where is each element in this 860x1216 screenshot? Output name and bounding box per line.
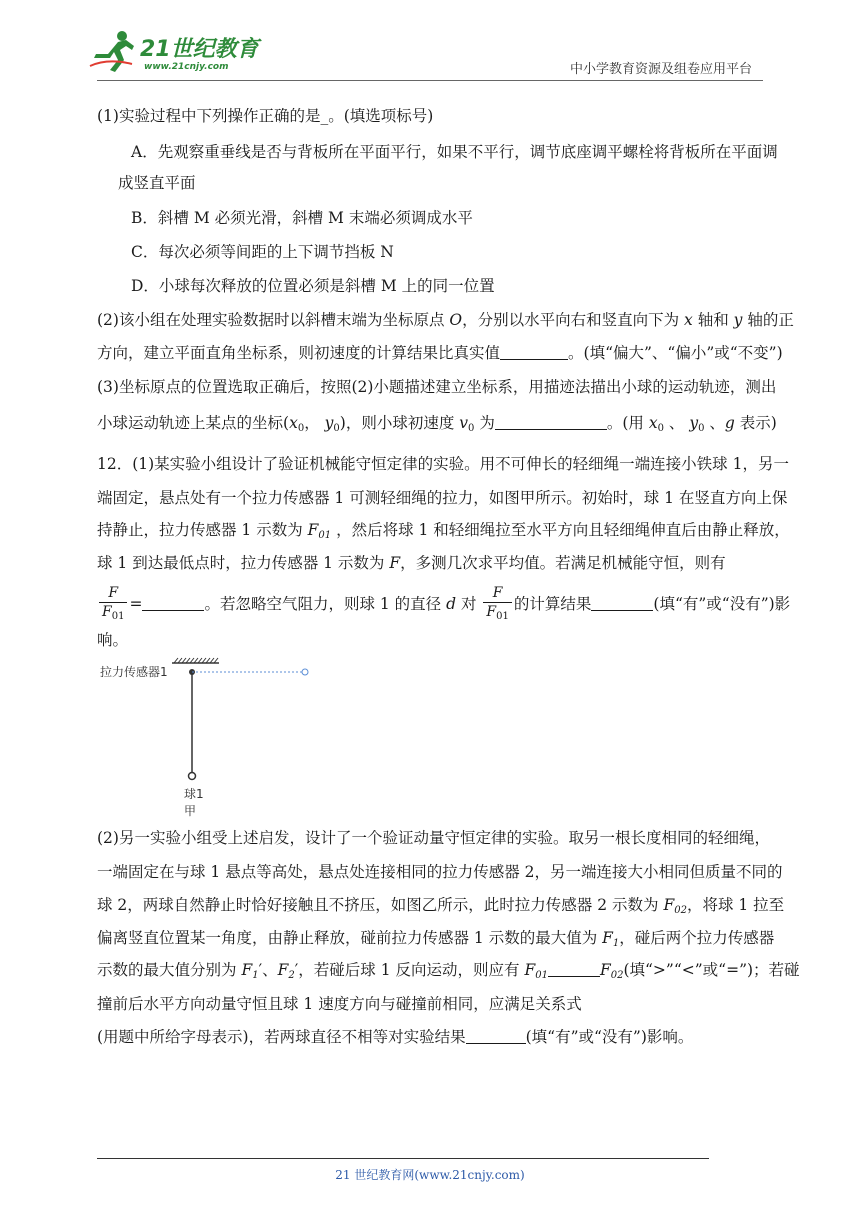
q12-line1: 12．(1)某实验小组设计了验证机械能守恒定律的实验。用不可伸长的轻细绳一端连接小铁球 1，另一 [97,455,789,473]
pendulum-diagram [97,655,337,825]
ratio-fraction: $\frac{F}{F_{01}}$ [99,584,127,626]
ball-label: 球1 [184,787,204,801]
q12-part2-line4: 偏离竖直位置某一角度，由静止释放，碰前拉力传感器 1 示数的最大值为 $F_1$，碰后两个拉力传感器 [97,929,775,949]
q11-part3-line1: (3)坐标原点的位置选取正确后，按照(2)小题描述建立坐标系，用描迹法描出小球的运动轨迹，测出 [97,378,777,396]
sensor-label: 拉力传感器1 [100,665,168,679]
figure-caption: 甲 [184,804,197,818]
q12-line4: 球 1 到达最低点时，拉力传感器 1 示数为 F，多测几次求平均值。若满足机械能守恒，则有 [97,554,726,572]
footer-source: 21 世纪教育网(www.21cnjy.com) [335,1168,525,1182]
q12-part2-line7: (用题中所给字母表示)，若两球直径不相等对实验结果 (填“有”或“没有”)影响。 [97,1028,694,1046]
answer-blank[interactable] [142,596,204,611]
q12-part2-line3: 球 2，两球自然静止时恰好接触且不挤压，如图乙所示，此时拉力传感器 2 示数为 $F_{02}$，将球 1 拉至 [97,896,785,916]
answer-blank[interactable] [466,1029,526,1044]
answer-blank[interactable] [591,596,653,611]
q12-part2-line5: 示数的最大值分别为 $F_1'$、$F_2'$，若碰后球 1 反向运动，则应有 $F_{01}$ $F_{02}$(填“>”“<”或“=”)；若碰 [97,961,800,981]
q12-line3: 持静止，拉力传感器 1 示数为 $F_{01}$ ，然后将球 1 和轻细绳拉至水平方向且轻细绳伸直后由静止释放， [97,521,790,541]
q12-part2-line1: (2)另一实验小组受上述启发，设计了一个验证动量守恒定律的实验。取另一根长度相同的轻细绳， [97,829,770,847]
q11-option-a-line1: A．先观察重垂线是否与背板所在平面平行，如果不平行，调节底座调平螺栓将背板所在平面调 [131,143,778,161]
runner-logo-icon [88,28,138,74]
platform-name: 中小学教育资源及组卷应用平台 [569,62,752,77]
q12-part2-line6: 撞前后水平方向动量守恒且球 1 速度方向与碰撞前相同，应满足关系式 [97,995,582,1013]
header-divider [97,80,763,81]
q12-line5: $\frac{F}{F_{01}}$ = 。若忽略空气阻力，则球 1 的直径 d 对 $\frac{F}{F_{01}}$ 的计算结果 (填“有”或“没有”)影 [97,584,790,626]
figure-jia [97,655,337,825]
page-header [0,0,860,82]
q11-part2-line1: (2)该小组在处理实验数据时以斜槽末端为坐标原点 O，分别以水平向右和竖直向下为 x 轴和 y 轴的正 [97,311,794,329]
logo-text: 21世纪教育 [140,37,259,62]
q11-option-b: B．斜槽 M 必须光滑，斜槽 M 末端必须调成水平 [131,209,473,227]
answer-blank[interactable] [548,962,600,977]
q11-part3-line2: 小球运动轨迹上某点的坐标($x_0$， $y_0$)，则小球初速度 $v_0$ 为 。(用 $x_0$ 、 $y_0$ 、g 表示) [97,414,777,434]
q11-option-d: D．小球每次释放的位置必须是斜槽 M 上的同一位置 [131,277,495,295]
q12-part2-line2: 一端固定在与球 1 悬点等高处，悬点处连接相同的拉力传感器 2，另一端连接大小相同但质量不同的 [97,863,783,881]
ratio-fraction: $\frac{F}{F_{01}}$ [483,584,511,626]
logo-url: www.21cnjy.com [144,62,229,72]
answer-blank[interactable] [500,345,568,360]
q11-option-c: C．每次必须等间距的上下调节挡板 N [131,243,394,261]
q12-line2: 端固定，悬点处有一个拉力传感器 1 可测轻细绳的拉力，如图甲所示。初始时，球 1 在竖直方向上保 [97,489,788,507]
q11-part1-stem: (1)实验过程中下列操作正确的是_。(填选项标号) [97,107,434,125]
footer-divider [97,1158,709,1159]
q12-line6: 响。 [97,631,129,649]
answer-blank[interactable] [495,415,607,430]
site-logo [88,28,268,78]
q11-part2-line2: 方向，建立平面直角坐标系，则初速度的计算结果比真实值 。(填“偏大”、“偏小”或“不变”) [97,344,783,362]
q11-option-a-line2: 成竖直平面 [118,174,196,192]
